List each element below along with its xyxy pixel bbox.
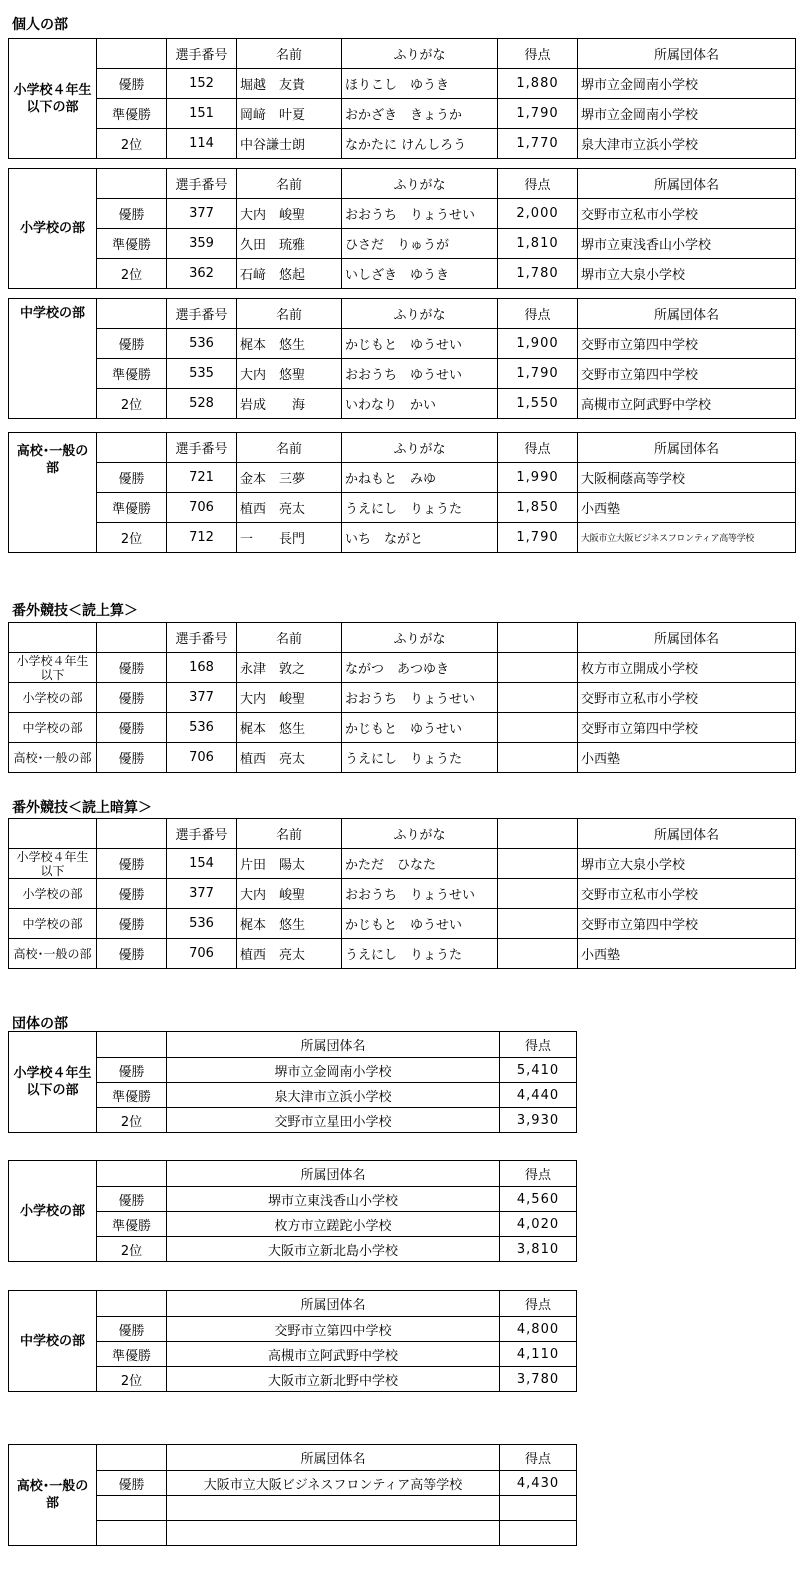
player-no-cell: 168 xyxy=(167,653,237,683)
category-label: 中学校の部 xyxy=(9,1291,97,1392)
name-cell: 大内 峻聖 xyxy=(237,199,342,229)
org-cell: 泉大津市立浜小学校 xyxy=(167,1083,500,1108)
furigana-cell: いわなり かい xyxy=(342,389,498,419)
rank-cell: 準優勝 xyxy=(97,359,167,389)
header-player-no: 選手番号 xyxy=(167,39,237,69)
table-header-row xyxy=(9,1032,577,1058)
rank-cell: 優勝 xyxy=(97,683,167,713)
player-no-cell: 706 xyxy=(167,939,237,969)
score-cell: 1,780 xyxy=(498,259,578,289)
table-row xyxy=(9,939,796,969)
name-cell: 植西 亮太 xyxy=(237,939,342,969)
category-label: 小学校の部 xyxy=(9,683,97,713)
player-no-cell: 151 xyxy=(167,99,237,129)
table-row xyxy=(9,683,796,713)
rank-cell: 優勝 xyxy=(97,1187,167,1212)
rank-cell: 準優勝 xyxy=(97,1342,167,1367)
player-no-cell: 536 xyxy=(167,329,237,359)
header-furigana: ふりがな xyxy=(342,623,498,653)
section-title-team: 団体の部 xyxy=(12,1016,68,1032)
score-cell: 1,880 xyxy=(498,69,578,99)
anzan-table xyxy=(8,818,796,969)
org-cell: 小西塾 xyxy=(578,939,796,969)
header-score: 得点 xyxy=(498,433,578,463)
rank-cell: 優勝 xyxy=(97,653,167,683)
org-cell: 交野市立第四中学校 xyxy=(578,359,796,389)
org-cell: 小西塾 xyxy=(578,493,796,523)
header-score: 得点 xyxy=(498,169,578,199)
table-row xyxy=(9,259,796,289)
rank-cell: 優勝 xyxy=(97,879,167,909)
player-no-cell: 377 xyxy=(167,879,237,909)
table-header-row xyxy=(9,1161,577,1187)
category-label: 高校･一般の部 xyxy=(9,1445,97,1546)
category-label: 中学校の部 xyxy=(9,713,97,743)
header-furigana: ふりがな xyxy=(342,819,498,849)
category-label: 小学校の部 xyxy=(9,1161,97,1262)
table-header-row xyxy=(9,39,796,69)
name-cell: 久田 琉雅 xyxy=(237,229,342,259)
org-cell: 堺市立金岡南小学校 xyxy=(578,69,796,99)
rank-cell: 2位 xyxy=(97,1237,167,1262)
header-name: 名前 xyxy=(237,433,342,463)
score-cell: 4,800 xyxy=(500,1317,577,1342)
header-name: 名前 xyxy=(237,819,342,849)
score-cell: 4,430 xyxy=(500,1471,577,1496)
org-cell: 高槻市立阿武野中学校 xyxy=(167,1342,500,1367)
table-header-row xyxy=(9,623,796,653)
category-label: 小学校４年生以下 xyxy=(9,849,97,879)
org-cell: 交野市立私市小学校 xyxy=(578,879,796,909)
score-cell: 3,810 xyxy=(500,1237,577,1262)
org-cell: 大阪市立大阪ビジネスフロンティア高等学校 xyxy=(167,1471,500,1496)
score-cell: 1,850 xyxy=(498,493,578,523)
rank-cell: 優勝 xyxy=(97,743,167,773)
header-org: 所属団体名 xyxy=(578,39,796,69)
rank-cell: 2位 xyxy=(97,389,167,419)
table-row xyxy=(9,523,796,553)
org-cell: 大阪市立大阪ビジネスフロンティア高等学校 xyxy=(578,523,796,553)
table-header-row xyxy=(9,1445,577,1471)
player-no-cell: 712 xyxy=(167,523,237,553)
name-cell: 石﨑 悠起 xyxy=(237,259,342,289)
header-furigana: ふりがな xyxy=(342,39,498,69)
table-row xyxy=(9,69,796,99)
table-row xyxy=(9,909,796,939)
section-title-yomiage: 番外競技＜読上算＞ xyxy=(12,603,138,619)
header-player-no: 選手番号 xyxy=(167,433,237,463)
header-org: 所属団体名 xyxy=(167,1161,500,1187)
name-cell: 植西 亮太 xyxy=(237,743,342,773)
header-name: 名前 xyxy=(237,299,342,329)
header-player-no: 選手番号 xyxy=(167,623,237,653)
player-no-cell: 152 xyxy=(167,69,237,99)
player-no-cell: 114 xyxy=(167,129,237,159)
org-cell: 泉大津市立浜小学校 xyxy=(578,129,796,159)
table-row xyxy=(9,359,796,389)
score-cell: 1,990 xyxy=(498,463,578,493)
furigana-cell: かじもと ゆうせい xyxy=(342,909,498,939)
org-cell: 枚方市立開成小学校 xyxy=(578,653,796,683)
header-name: 名前 xyxy=(237,169,342,199)
org-cell: 大阪市立新北島小学校 xyxy=(167,1237,500,1262)
score-cell: 2,000 xyxy=(498,199,578,229)
table-row xyxy=(9,713,796,743)
furigana-cell: うえにし りょうた xyxy=(342,939,498,969)
org-cell: 交野市立第四中学校 xyxy=(578,713,796,743)
section-title-individual: 個人の部 xyxy=(12,17,68,33)
category-label: 高校･一般の部 xyxy=(9,433,97,553)
category-label: 小学校の部 xyxy=(9,879,97,909)
team-table-high xyxy=(8,1444,577,1546)
furigana-cell: かただ ひなた xyxy=(342,849,498,879)
org-cell: 交野市立私市小学校 xyxy=(578,199,796,229)
category-label: 小学校４年生以下 xyxy=(9,653,97,683)
org-cell: 大阪桐蔭高等学校 xyxy=(578,463,796,493)
rank-cell: 準優勝 xyxy=(97,493,167,523)
name-cell: 梶本 悠生 xyxy=(237,713,342,743)
score-cell xyxy=(500,1521,577,1546)
table-row xyxy=(9,199,796,229)
rank-cell: 準優勝 xyxy=(97,99,167,129)
player-no-cell: 362 xyxy=(167,259,237,289)
furigana-cell: おおうち りょうせい xyxy=(342,683,498,713)
furigana-cell: うえにし りょうた xyxy=(342,493,498,523)
player-no-cell: 528 xyxy=(167,389,237,419)
org-cell: 枚方市立蹉跎小学校 xyxy=(167,1212,500,1237)
org-cell: 交野市立私市小学校 xyxy=(578,683,796,713)
player-no-cell: 721 xyxy=(167,463,237,493)
table-row xyxy=(9,653,796,683)
rank-cell: 2位 xyxy=(97,259,167,289)
name-cell: 金本 三夢 xyxy=(237,463,342,493)
rank-cell: 優勝 xyxy=(97,713,167,743)
org-cell xyxy=(167,1496,500,1521)
furigana-cell: いしざき ゆうき xyxy=(342,259,498,289)
header-org: 所属団体名 xyxy=(578,299,796,329)
header-name: 名前 xyxy=(237,623,342,653)
table-row xyxy=(9,849,796,879)
org-cell: 大阪市立新北野中学校 xyxy=(167,1367,500,1392)
header-furigana: ふりがな xyxy=(342,433,498,463)
rank-cell: 優勝 xyxy=(97,199,167,229)
furigana-cell: かじもと ゆうせい xyxy=(342,329,498,359)
name-cell: 梶本 悠生 xyxy=(237,329,342,359)
score-cell: 4,440 xyxy=(500,1083,577,1108)
name-cell: 岩成 海 xyxy=(237,389,342,419)
player-no-cell: 706 xyxy=(167,493,237,523)
org-cell: 高槻市立阿武野中学校 xyxy=(578,389,796,419)
header-name: 名前 xyxy=(237,39,342,69)
name-cell: 片田 陽太 xyxy=(237,849,342,879)
category-label: 小学校４年生以下の部 xyxy=(9,1032,97,1133)
player-no-cell: 359 xyxy=(167,229,237,259)
category-label: 小学校４年生以下の部 xyxy=(9,39,97,159)
name-cell: 大内 峻聖 xyxy=(237,879,342,909)
score-cell xyxy=(500,1496,577,1521)
name-cell: 堀越 友貴 xyxy=(237,69,342,99)
name-cell: 大内 峻聖 xyxy=(237,683,342,713)
player-no-cell: 536 xyxy=(167,909,237,939)
table-header-row xyxy=(9,1291,577,1317)
header-org: 所属団体名 xyxy=(578,623,796,653)
category-label: 小学校の部 xyxy=(9,169,97,289)
individual-table-high xyxy=(8,432,796,553)
table-header-row xyxy=(9,169,796,199)
furigana-cell: ながつ あつゆき xyxy=(342,653,498,683)
name-cell: 中谷謙士朗 xyxy=(237,129,342,159)
furigana-cell: いち ながと xyxy=(342,523,498,553)
table-row xyxy=(9,99,796,129)
yomiage-table xyxy=(8,622,796,773)
header-org: 所属団体名 xyxy=(578,433,796,463)
table-row xyxy=(9,389,796,419)
header-org: 所属団体名 xyxy=(578,169,796,199)
header-org: 所属団体名 xyxy=(167,1032,500,1058)
player-no-cell: 377 xyxy=(167,199,237,229)
org-cell: 交野市立第四中学校 xyxy=(578,329,796,359)
header-org: 所属団体名 xyxy=(578,819,796,849)
header-furigana: ふりがな xyxy=(342,169,498,199)
score-cell: 1,810 xyxy=(498,229,578,259)
rank-cell: 2位 xyxy=(97,1108,167,1133)
header-player-no: 選手番号 xyxy=(167,819,237,849)
header-furigana: ふりがな xyxy=(342,299,498,329)
header-score: 得点 xyxy=(500,1032,577,1058)
table-row xyxy=(9,879,796,909)
header-score: 得点 xyxy=(500,1291,577,1317)
rank-cell: 2位 xyxy=(97,129,167,159)
individual-table-elem4 xyxy=(8,38,796,159)
furigana-cell: おおうち りょうせい xyxy=(342,199,498,229)
score-cell: 3,930 xyxy=(500,1108,577,1133)
org-cell: 堺市立金岡南小学校 xyxy=(578,99,796,129)
org-cell: 交野市立第四中学校 xyxy=(167,1317,500,1342)
org-cell: 堺市立大泉小学校 xyxy=(578,849,796,879)
rank-cell: 準優勝 xyxy=(97,1083,167,1108)
individual-table-junior xyxy=(8,298,796,419)
name-cell: 岡﨑 叶夏 xyxy=(237,99,342,129)
header-score: 得点 xyxy=(498,299,578,329)
org-cell: 交野市立星田小学校 xyxy=(167,1108,500,1133)
section-title-anzan: 番外競技＜読上暗算＞ xyxy=(12,800,152,816)
table-row xyxy=(9,229,796,259)
header-player-no: 選手番号 xyxy=(167,299,237,329)
category-label: 中学校の部 xyxy=(9,909,97,939)
table-header-row xyxy=(9,433,796,463)
rank-cell: 優勝 xyxy=(97,69,167,99)
name-cell: 一 長門 xyxy=(237,523,342,553)
header-score: 得点 xyxy=(500,1161,577,1187)
player-no-cell: 706 xyxy=(167,743,237,773)
rank-cell xyxy=(97,1496,167,1521)
team-table-elem4 xyxy=(8,1031,577,1133)
furigana-cell: かねもと みゆ xyxy=(342,463,498,493)
furigana-cell: おおうち りょうせい xyxy=(342,879,498,909)
score-cell: 3,780 xyxy=(500,1367,577,1392)
header-org: 所属団体名 xyxy=(167,1445,500,1471)
category-label: 高校･一般の部 xyxy=(9,743,97,773)
furigana-cell: かじもと ゆうせい xyxy=(342,713,498,743)
score-cell: 1,790 xyxy=(498,99,578,129)
rank-cell: 優勝 xyxy=(97,1317,167,1342)
player-no-cell: 535 xyxy=(167,359,237,389)
header-score: 得点 xyxy=(498,39,578,69)
header-score: 得点 xyxy=(500,1445,577,1471)
org-cell: 堺市立東浅香山小学校 xyxy=(167,1187,500,1212)
score-cell: 4,560 xyxy=(500,1187,577,1212)
name-cell: 永津 敦之 xyxy=(237,653,342,683)
table-header-row xyxy=(9,819,796,849)
rank-cell: 2位 xyxy=(97,523,167,553)
category-label: 高校･一般の部 xyxy=(9,939,97,969)
rank-cell: 優勝 xyxy=(97,849,167,879)
furigana-cell: おかざき きょうか xyxy=(342,99,498,129)
score-cell: 4,020 xyxy=(500,1212,577,1237)
furigana-cell: ひさだ りゅうが xyxy=(342,229,498,259)
rank-cell: 準優勝 xyxy=(97,1212,167,1237)
score-cell: 5,410 xyxy=(500,1058,577,1083)
org-cell: 小西塾 xyxy=(578,743,796,773)
furigana-cell: おおうち ゆうせい xyxy=(342,359,498,389)
org-cell: 交野市立第四中学校 xyxy=(578,909,796,939)
rank-cell: 優勝 xyxy=(97,909,167,939)
rank-cell xyxy=(97,1521,167,1546)
org-cell: 堺市立東浅香山小学校 xyxy=(578,229,796,259)
table-row xyxy=(9,329,796,359)
name-cell: 大内 悠聖 xyxy=(237,359,342,389)
score-cell: 1,790 xyxy=(498,359,578,389)
rank-cell: 優勝 xyxy=(97,1058,167,1083)
name-cell: 梶本 悠生 xyxy=(237,909,342,939)
org-cell: 堺市立大泉小学校 xyxy=(578,259,796,289)
category-label: 中学校の部 xyxy=(9,299,97,419)
rank-cell: 優勝 xyxy=(97,329,167,359)
table-row xyxy=(9,129,796,159)
score-cell: 4,110 xyxy=(500,1342,577,1367)
org-cell: 堺市立金岡南小学校 xyxy=(167,1058,500,1083)
score-cell: 1,550 xyxy=(498,389,578,419)
score-cell: 1,770 xyxy=(498,129,578,159)
table-header-row xyxy=(9,299,796,329)
rank-cell: 優勝 xyxy=(97,1471,167,1496)
team-table-junior xyxy=(8,1290,577,1392)
table-row xyxy=(9,463,796,493)
player-no-cell: 377 xyxy=(167,683,237,713)
name-cell: 植西 亮太 xyxy=(237,493,342,523)
table-row xyxy=(9,493,796,523)
header-player-no: 選手番号 xyxy=(167,169,237,199)
player-no-cell: 154 xyxy=(167,849,237,879)
furigana-cell: なかたに けんしろう xyxy=(342,129,498,159)
rank-cell: 優勝 xyxy=(97,939,167,969)
table-row xyxy=(9,743,796,773)
furigana-cell: ほりこし ゆうき xyxy=(342,69,498,99)
individual-table-elem xyxy=(8,168,796,289)
org-cell xyxy=(167,1521,500,1546)
score-cell: 1,790 xyxy=(498,523,578,553)
furigana-cell: うえにし りょうた xyxy=(342,743,498,773)
rank-cell: 優勝 xyxy=(97,463,167,493)
team-table-elem xyxy=(8,1160,577,1262)
rank-cell: 準優勝 xyxy=(97,229,167,259)
player-no-cell: 536 xyxy=(167,713,237,743)
header-org: 所属団体名 xyxy=(167,1291,500,1317)
rank-cell: 2位 xyxy=(97,1367,167,1392)
score-cell: 1,900 xyxy=(498,329,578,359)
